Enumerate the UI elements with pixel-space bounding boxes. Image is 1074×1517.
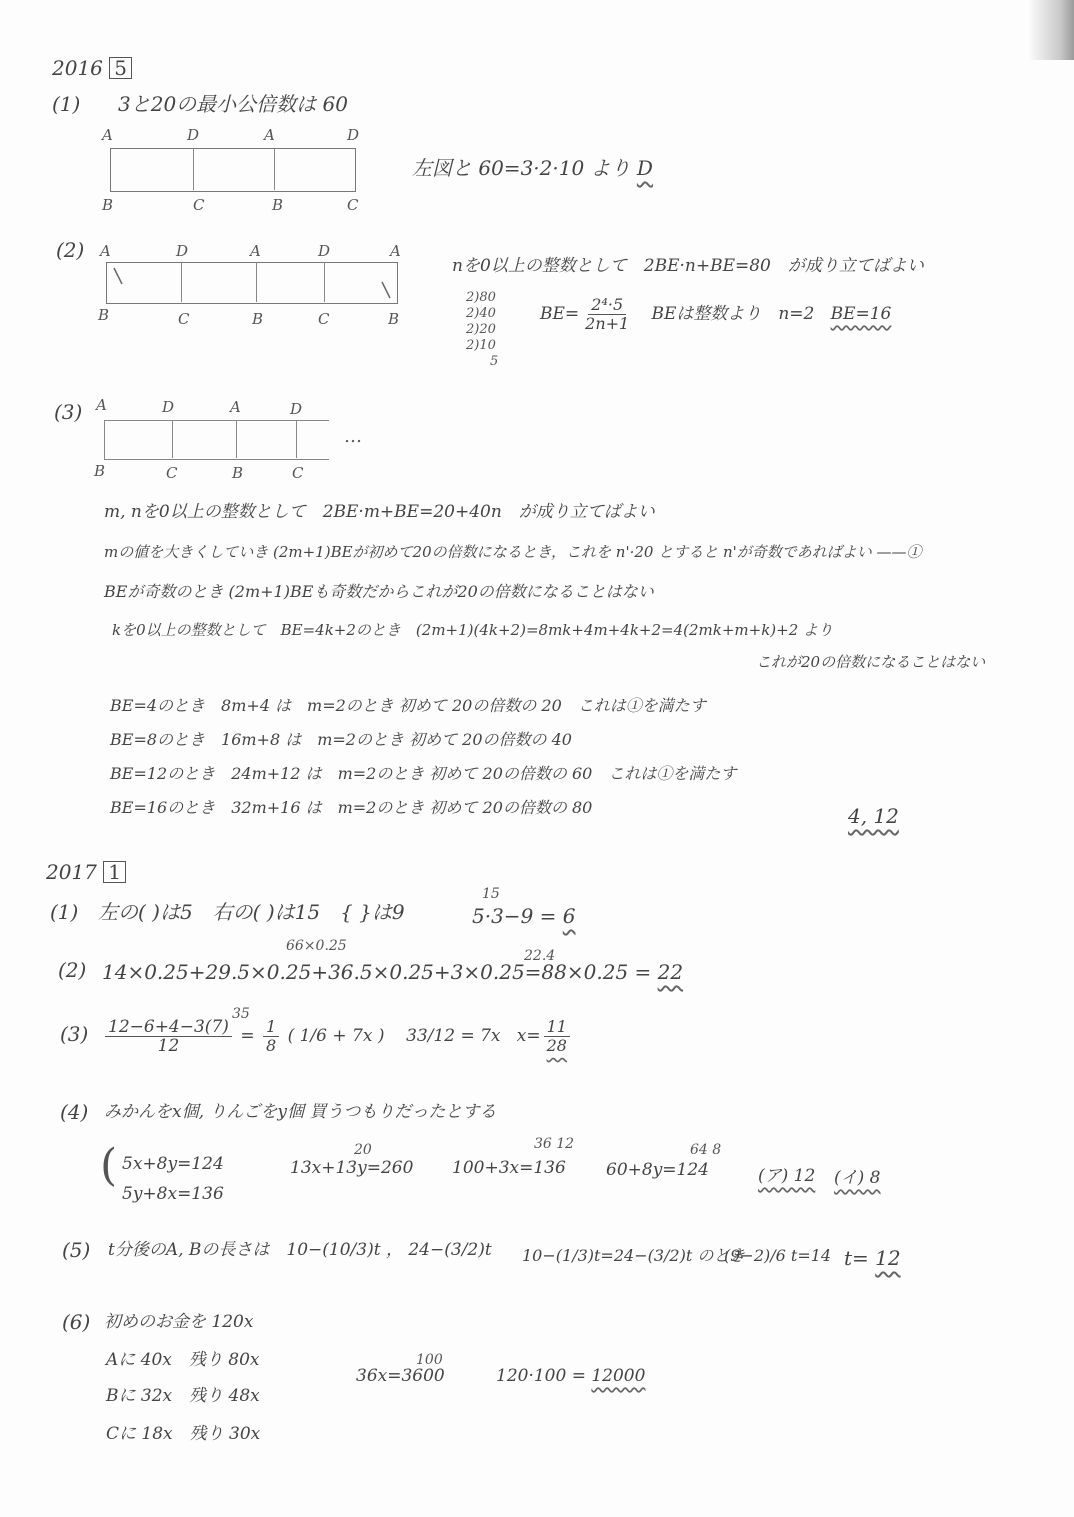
p3-denominator: 12 <box>157 1036 180 1056</box>
p6-work1: 36x=3600 <box>356 1366 445 1386</box>
strip-rectangle <box>110 148 356 192</box>
diagram-label: A <box>100 242 111 260</box>
p3-f1-num: 1 <box>263 1018 279 1037</box>
diagram-label: D <box>187 126 200 144</box>
p2-small-note: 66×0.25 <box>286 938 347 954</box>
p4-text: みかんをx個, りんごをy個 買うつもりだったとする <box>104 1102 497 1122</box>
p6-small-note: 100 <box>416 1352 443 1368</box>
diagram-label: B <box>388 310 400 328</box>
diagram-label: A <box>390 242 401 260</box>
p1-answer: 6 <box>562 904 576 928</box>
p3-ans-num: 11 <box>544 1018 570 1037</box>
p3-ans-den: 28 <box>546 1036 567 1055</box>
p4-small-note: 64 8 <box>690 1142 722 1158</box>
q1-text: 3と20の最小公倍数は 60 <box>118 92 348 116</box>
arrow-line <box>382 282 390 298</box>
p3-paren: ( 1/6 + 7x ) <box>287 1026 385 1046</box>
q3-line: BE=12のとき 24m+12 は m=2のとき 初めて 20の倍数の 60 これは①を満たす <box>110 764 737 783</box>
strip-divider <box>172 420 173 458</box>
q2-tail: BEは整数より n=2 <box>651 304 815 324</box>
q1-note-text: 左図と 60=3·2·10 より <box>412 156 631 180</box>
p6-answer: 12000 <box>591 1366 646 1386</box>
problem-number-box: 1 <box>103 861 126 883</box>
diagram-label: B <box>272 196 284 214</box>
q3-label: (3) <box>54 400 83 424</box>
factor-row: 2)10 <box>466 338 496 353</box>
p3-answer-fraction <box>544 1018 570 1055</box>
strip-divider <box>236 420 237 458</box>
strip-divider <box>274 148 275 190</box>
diagram-label: A <box>264 126 275 144</box>
p5-work: (9−2)/6 t=14 <box>724 1246 832 1265</box>
factor-row: 2)40 <box>466 306 496 321</box>
p3-equals: = <box>240 1026 255 1046</box>
p1-calc-text: 5·3−9 = <box>472 904 557 928</box>
p1-label: (1) <box>50 900 79 924</box>
p1-small-note: 15 <box>482 886 500 902</box>
p3-label: (3) <box>60 1022 89 1046</box>
problem-number-box: 5 <box>109 57 132 79</box>
year-label: 2017 <box>46 860 97 884</box>
p4-answer-a: (ア) 12 <box>758 1166 816 1186</box>
q3-answer: 4, 12 <box>848 804 899 828</box>
q2-factorization <box>466 290 498 370</box>
be-lhs: BE= <box>540 304 580 324</box>
q2-line1: nを0以上の整数として 2BE·n+BE=80 が成り立てばよい <box>452 256 924 276</box>
p6-row: Aに 40x 残り 80x <box>106 1350 260 1370</box>
p3-numerator: 12−6+4−3(7) <box>105 1018 232 1037</box>
diagram-label: C <box>193 196 205 214</box>
q3-line: BE=16のとき 32m+16 は m=2のとき 初めて 20の倍数の 80 <box>110 798 593 817</box>
diagram-label: A <box>96 396 107 414</box>
diagram-label: B <box>232 464 244 482</box>
diagram-label: C <box>347 196 359 214</box>
q2-label: (2) <box>56 238 85 262</box>
diagram-label: A <box>230 398 241 416</box>
factor-row: 2)80 <box>466 290 496 305</box>
diagram-label: C <box>178 310 190 328</box>
diagram-label: A <box>102 126 113 144</box>
q3-line: BEが奇数のとき (2m+1)BEも奇数だからこれが20の倍数になることはない <box>104 582 654 601</box>
p5-text: t分後のA, Bの長さは 10−(10/3)t ， 24−(3/2)t <box>108 1240 492 1260</box>
strip-divider <box>296 420 297 458</box>
be-fraction <box>582 296 632 333</box>
header-2016 <box>52 56 132 80</box>
header-2017 <box>46 860 126 884</box>
factor-row: 5 <box>490 354 499 369</box>
p3-fraction <box>263 1018 279 1055</box>
q3-line: BE=8のとき 16m+8 は m=2のとき 初めて 20の倍数の 40 <box>110 730 572 749</box>
p3-equation <box>102 1018 573 1055</box>
p6-row: Cに 18x 残り 30x <box>106 1424 261 1444</box>
p6-text: 初めのお金を 120x <box>104 1312 254 1332</box>
diagram-label: D <box>318 242 331 260</box>
p6-work2: 120·100 = <box>496 1366 586 1386</box>
be-numerator: 2⁴·5 <box>588 296 626 315</box>
p5-answer-lhs: t= <box>844 1246 869 1270</box>
p1-text: 左の( )は5 右の( )は15 { }は9 <box>98 900 405 924</box>
reflection-arrows <box>108 264 398 302</box>
diagram-label: D <box>290 400 303 418</box>
p2-answer: 22 <box>657 960 684 984</box>
strip-divider <box>193 148 194 190</box>
ellipsis: … <box>344 426 362 447</box>
diagram-label: B <box>98 306 110 324</box>
p4-eq1: 5x+8y=124 <box>122 1154 224 1174</box>
p2-calc <box>102 960 683 984</box>
p2-calc-text: 14×0.25+29.5×0.25+36.5×0.25+3×0.25=88×0.25 = <box>102 960 652 984</box>
p6-row: Bに 32x 残り 48x <box>106 1386 260 1406</box>
p1-calc <box>472 904 576 928</box>
p3-work: 33/12 = 7x <box>406 1026 501 1046</box>
p4-work3: 60+8y=124 <box>606 1160 709 1180</box>
p4-label: (4) <box>60 1100 89 1124</box>
q3-line: これが20の倍数になることはない <box>756 653 986 671</box>
p6-work2-group <box>496 1364 645 1388</box>
p4-eq2: 5y+8x=136 <box>122 1184 224 1204</box>
q3-line: BE=4のとき 8m+4 は m=2のとき 初めて 20の倍数の 20 これは①を満たす <box>110 696 706 715</box>
q1-answer: D <box>636 156 653 180</box>
p5-answer-group <box>844 1246 901 1270</box>
p4-work1: 13x+13y=260 <box>290 1158 414 1178</box>
diagram-label: B <box>252 310 264 328</box>
p5-label: (5) <box>62 1238 91 1262</box>
diagram-label: D <box>162 398 175 416</box>
q2-answer: BE=16 <box>830 304 892 324</box>
diagram-label: B <box>102 196 114 214</box>
p5-mid: 10−(1/3)t=24−(3/2)t のとき <box>522 1246 746 1265</box>
p2-label: (2) <box>58 958 87 982</box>
diagram-label: B <box>94 462 106 480</box>
q2-be-formula <box>540 296 891 333</box>
p4-small-note: 36 12 <box>534 1136 575 1152</box>
q3-line: mの値を大きくしていき (2m+1)BEが初めて20の倍数になるとき，これを n'·20 とすると n'が奇数であればよい ——① <box>104 543 922 561</box>
p3-small-note: 35 <box>232 1006 250 1022</box>
p5-answer: 12 <box>875 1246 901 1270</box>
p4-answer-b: (イ) 8 <box>834 1168 881 1188</box>
p4-work2: 100+3x=136 <box>452 1158 566 1178</box>
q3-line: kを0以上の整数として BE=4k+2のとき (2m+1)(4k+2)=8mk+4m+4k+2=4(2mk+m+k)+2 より <box>112 621 834 639</box>
q1-note <box>412 156 653 180</box>
diagram-label: C <box>166 464 178 482</box>
p3-f1-den: 8 <box>265 1036 277 1055</box>
q3-line: m, nを0以上の整数として 2BE·m+BE=20+40n が成り立てばよい <box>104 502 655 522</box>
diagram-label: C <box>318 310 330 328</box>
be-denominator: 2n+1 <box>585 314 630 333</box>
p4-small-note: 20 <box>354 1142 372 1158</box>
p3-main-fraction <box>105 1018 232 1055</box>
scan-shadow-edge <box>1028 0 1074 60</box>
p6-label: (6) <box>62 1310 91 1334</box>
diagram-label: D <box>176 242 189 260</box>
q1-label: (1) <box>52 92 81 116</box>
system-brace: ( <box>100 1140 118 1191</box>
diagram-label: D <box>347 126 360 144</box>
arrow-line <box>114 268 122 284</box>
diagram-label: C <box>292 464 304 482</box>
p3-x-lhs: x= <box>516 1026 541 1046</box>
year-label: 2016 <box>52 56 103 80</box>
diagram-label: A <box>250 242 261 260</box>
factor-row: 2)20 <box>466 322 496 337</box>
p2-small-note: 22.4 <box>524 948 556 964</box>
